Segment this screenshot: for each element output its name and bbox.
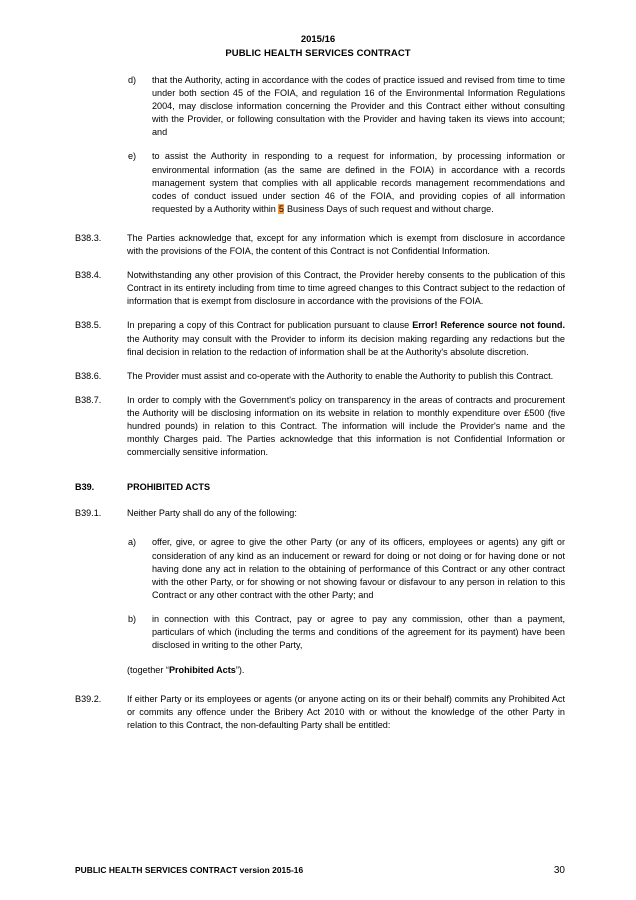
- clause-b38-5: [75, 319, 565, 358]
- list-item-letter: a): [128, 537, 137, 548]
- clause-number: B38.7.: [75, 394, 102, 405]
- defined-term: Prohibited Acts: [168, 665, 236, 676]
- clause-text: The Provider must assist and co-operate with the Authority to enable the Authority to publish this Contract.: [127, 370, 554, 381]
- clause-number: B38.3.: [75, 232, 102, 243]
- list-item-text-after-highlight: Business Days of such request and without charge.: [284, 203, 494, 214]
- document-body: [75, 74, 565, 744]
- highlighted-value: 5: [278, 203, 284, 214]
- list-item-text-before-highlight: to assist the Authority in responding to a request for information, by processing information or environmental information (as the same are defined in the FOIA) in accordance with a records management system that complies with all applicable records management recommendations and codes of conduct issued under section 46 of the FOIA, and providing copies of all information requested by a Authority within: [152, 151, 565, 214]
- list-item: [128, 150, 565, 215]
- list-item: [128, 536, 565, 601]
- list-item-text: that the Authority, acting in accordance with the codes of practice issued and revised from time to time under both section 45 of the FOIA, and regulation 16 of the Environmental Information Regulations 2004, may disclose information concerning the Provider and this Contract either without consulting with the Provider, or following consultation with the Provider and having taken its views into account; and: [152, 75, 565, 138]
- header-year-line: 2015/16: [300, 34, 336, 45]
- list-item: [128, 74, 565, 139]
- list-item: [128, 613, 565, 652]
- clause-text: If either Party or its employees or agents (or anyone acting on its or their behalf) commits any Prohibited Act or commits any offence under the Bribery Act 2010 with or without the knowledge of the other Party in relation to this Contract, the non-defaulting Party shall be entitled:: [127, 694, 565, 731]
- clause-text: [127, 319, 565, 358]
- clause-number: B39.1.: [75, 508, 102, 519]
- defined-term-line: [127, 664, 565, 677]
- list-item-text: [152, 150, 565, 215]
- clause-b39-1: [75, 507, 565, 520]
- clause-b39-2: [75, 693, 565, 732]
- section-number: B39.: [75, 482, 95, 493]
- clause-b38-4: [75, 269, 565, 308]
- clause-text: The Parties acknowledge that, except for any information which is exempt from disclosure in accordance with the provisions of the FOIA, the content of this Contract is not Confidential Information.: [127, 232, 565, 257]
- defined-term-prefix: (together “: [127, 665, 169, 676]
- clause-text: In order to comply with the Government's policy on transparency in the areas of contracts and procurement the Authority will be disclosing information on its website in relation to monthly expenditure over £500 (five hundred pounds) in relation to this Contract. The information will include the Provider's name and the monthly Charges paid. The Parties acknowledge that this information is not Confidential Information or commercially sensitive information.: [127, 394, 565, 458]
- defined-term-suffix: ”).: [235, 665, 245, 676]
- header-title-line: PUBLIC HEALTH SERVICES CONTRACT: [225, 48, 411, 59]
- clause-text: Notwithstanding any other provision of this Contract, the Provider hereby consents to the publication of this Contract in its entirety including from time to time agreed changes to this Contract subject to the redaction of information that is exempt from disclosure in accordance with the provisions of the FOIA.: [127, 270, 565, 307]
- document-header: [0, 0, 636, 61]
- list-item-letter: e): [128, 151, 137, 162]
- section-title: PROHIBITED ACTS: [127, 482, 211, 493]
- list-item-text: in connection with this Contract, pay or agree to pay any commission, other than a payment, particulars of which (including the terms and conditions of the agreement for its payment) have been disclosed in writing to the other Party,: [152, 613, 565, 651]
- footer-title: PUBLIC HEALTH SERVICES CONTRACT version 2015-16: [75, 865, 304, 875]
- clause-b38-7: [75, 394, 565, 459]
- clause-number: B38.5.: [75, 320, 102, 331]
- clause-text-after-bold: the Authority may consult with the Provider to inform its decision making regarding any redactions but the final decision in relation to the redaction of information shall be at the Authority's absolute discretion.: [127, 333, 565, 357]
- section-heading-b39: [75, 481, 565, 494]
- list-item-letter: d): [128, 75, 137, 85]
- clause-text-before-bold: In preparing a copy of this Contract for publication pursuant to clause: [127, 320, 413, 331]
- list-item-text: offer, give, or agree to give the other Party (or any of its officers, employees or agents) any gift or consideration of any kind as an inducement or reward for doing or not doing or for having done or not having done any act in relation to the obtaining of performance of this Contract or any other contract with the other Party, or for showing or not showing favour or disfavour to any person in relation to this Contract or any other contract with the other Party; and: [152, 537, 565, 600]
- error-reference-text: Error! Reference source not found.: [412, 320, 565, 331]
- clause-b38-3: [75, 232, 565, 258]
- list-item-letter: b): [128, 613, 137, 624]
- page-number: 30: [553, 865, 565, 876]
- clause-number: B39.2.: [75, 694, 102, 705]
- clause-number: B38.4.: [75, 270, 102, 281]
- document-footer: [75, 865, 565, 876]
- clause-text: Neither Party shall do any of the following:: [127, 508, 297, 519]
- clause-b38-6: [75, 370, 565, 383]
- clause-number: B38.6.: [75, 370, 102, 381]
